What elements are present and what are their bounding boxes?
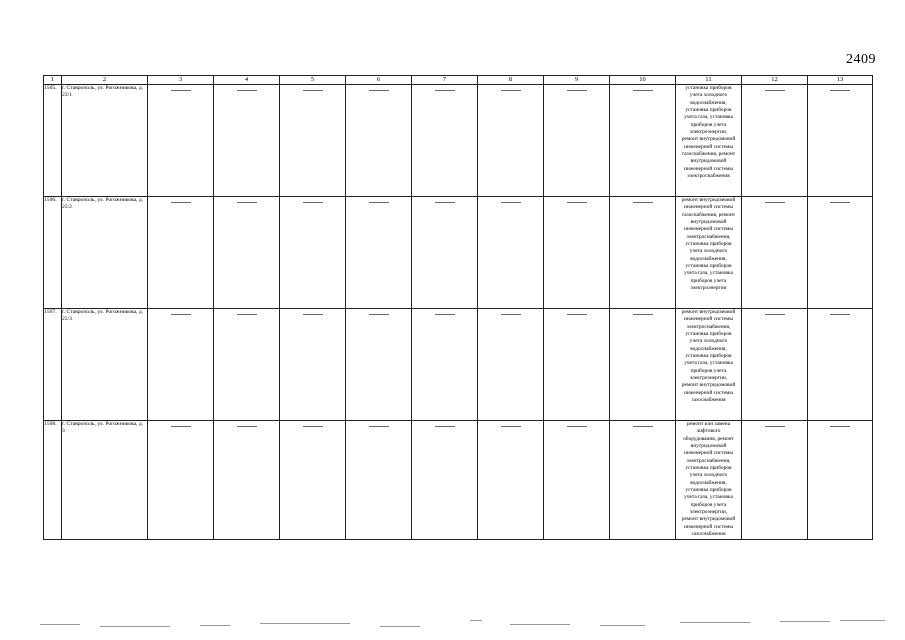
work-type-line: учета холодного <box>689 92 728 99</box>
empty-value-cell <box>478 309 544 421</box>
empty-value-cell <box>346 197 412 309</box>
work-type-line: установка приборов <box>685 353 732 360</box>
table-row <box>44 85 873 197</box>
work-types-cell <box>676 85 742 197</box>
column-header: 2 <box>62 76 148 85</box>
dash-mark <box>765 90 785 91</box>
empty-value-cell <box>478 197 544 309</box>
empty-value-cell <box>610 85 676 197</box>
work-type-line: учета газа, установка <box>684 494 733 501</box>
work-type-line: газоснабжения <box>691 531 726 538</box>
dash-mark <box>765 202 785 203</box>
work-type-line: учета холодного <box>689 248 728 255</box>
dash-mark <box>237 202 257 203</box>
work-type-line: инженерной системы <box>683 450 734 457</box>
empty-value-cell <box>742 309 808 421</box>
dash-mark <box>830 426 850 427</box>
row-address: г. Ставрополь, ул. Рогожникова, д. 25/3 <box>62 309 148 421</box>
dash-mark <box>171 90 191 91</box>
page-number: 2409 <box>846 52 876 67</box>
column-header: 5 <box>280 76 346 85</box>
empty-value-cell <box>412 85 478 197</box>
work-type-line: электроэнергии, <box>689 509 728 516</box>
empty-value-cell <box>412 197 478 309</box>
work-type-line: газоснабжения, ремонт <box>681 211 736 218</box>
dash-mark <box>303 426 323 427</box>
work-type-line: инженерной системы <box>683 204 734 211</box>
empty-value-cell <box>544 85 610 197</box>
dash-mark <box>830 202 850 203</box>
work-type-line: установка приборов <box>685 107 732 114</box>
empty-value-cell <box>346 309 412 421</box>
column-header: 13 <box>808 76 873 85</box>
empty-value-cell <box>610 197 676 309</box>
work-type-line: ремонт внутридомовой <box>681 382 736 389</box>
empty-value-cell <box>478 85 544 197</box>
dash-mark <box>567 90 587 91</box>
work-type-line: учета холодного <box>689 338 728 345</box>
dash-mark <box>501 314 521 315</box>
empty-value-cell <box>808 85 873 197</box>
empty-value-cell <box>280 421 346 540</box>
work-type-line: учета газа, установка <box>684 270 733 277</box>
dash-mark <box>501 426 521 427</box>
dash-mark <box>633 426 653 427</box>
dash-mark <box>567 426 587 427</box>
dash-mark <box>303 90 323 91</box>
dash-mark <box>171 426 191 427</box>
empty-value-cell <box>412 421 478 540</box>
work-type-line: внутридомовой <box>690 219 727 226</box>
work-type-line: ремонт внутридомовой <box>681 516 736 523</box>
empty-value-cell <box>742 85 808 197</box>
works-table <box>43 75 873 540</box>
empty-value-cell <box>742 421 808 540</box>
work-type-line: электроэнергии, <box>689 375 728 382</box>
empty-value-cell <box>610 421 676 540</box>
work-type-line: приборов учета <box>690 367 727 374</box>
work-type-line: установка приборов <box>685 487 732 494</box>
work-type-line: установка приборов <box>685 465 732 472</box>
dash-mark <box>633 90 653 91</box>
work-type-line: приборов учета <box>690 121 727 128</box>
empty-value-cell <box>808 421 873 540</box>
dash-mark <box>633 202 653 203</box>
work-type-line: инженерной системы <box>683 226 734 233</box>
work-type-line: инженерной системы <box>683 316 734 323</box>
empty-value-cell <box>478 421 544 540</box>
empty-value-cell <box>412 309 478 421</box>
dash-mark <box>237 90 257 91</box>
dash-mark <box>830 314 850 315</box>
work-type-line: лифтового <box>696 428 721 435</box>
work-type-line: водоснабжения, <box>690 255 727 262</box>
work-type-line: установка приборов <box>685 85 732 91</box>
dash-mark <box>303 202 323 203</box>
column-header: 12 <box>742 76 808 85</box>
dash-mark <box>765 426 785 427</box>
empty-value-cell <box>214 309 280 421</box>
empty-value-cell <box>280 85 346 197</box>
work-type-line: установка приборов <box>685 241 732 248</box>
row-address: г. Ставрополь, ул. Рогожникова, д. 23/1 <box>62 85 148 197</box>
work-type-line: оборудования, ремонт <box>683 435 734 442</box>
dash-mark <box>435 314 455 315</box>
work-type-line: инженерной системы <box>683 143 734 150</box>
dash-mark <box>303 314 323 315</box>
column-header: 11 <box>676 76 742 85</box>
dash-mark <box>171 314 191 315</box>
empty-value-cell <box>808 197 873 309</box>
work-type-line: электроэнергии <box>690 285 727 292</box>
dash-mark <box>567 202 587 203</box>
empty-value-cell <box>214 197 280 309</box>
dash-mark <box>369 426 389 427</box>
work-type-line: внутридомовой <box>690 158 727 165</box>
empty-value-cell <box>544 421 610 540</box>
work-type-line: внутридомовой <box>690 443 727 450</box>
work-type-line: приборов учета <box>690 277 727 284</box>
empty-value-cell <box>544 197 610 309</box>
work-type-line: электроснабжения, <box>686 233 731 240</box>
work-type-line: водоснабжения, <box>690 99 727 106</box>
work-type-line: электроснабжения, <box>686 323 731 330</box>
work-type-line: учета газа, установка <box>684 114 733 121</box>
row-number: 1508. <box>44 421 62 540</box>
empty-value-cell <box>346 421 412 540</box>
column-header: 1 <box>44 76 62 85</box>
row-address: г. Ставрополь, ул. Рогожникова, д. 3 <box>62 421 148 540</box>
row-number: 1505. <box>44 85 62 197</box>
table-row <box>44 197 873 309</box>
work-type-line: инженерной системы <box>683 165 734 172</box>
empty-value-cell <box>346 85 412 197</box>
work-types-cell <box>676 421 742 540</box>
dash-mark <box>369 202 389 203</box>
column-header: 4 <box>214 76 280 85</box>
work-types-cell <box>676 197 742 309</box>
table-row <box>44 309 873 421</box>
dash-mark <box>501 90 521 91</box>
dash-mark <box>369 314 389 315</box>
work-type-line: инженерной системы <box>683 389 734 396</box>
column-header: 6 <box>346 76 412 85</box>
work-type-line: электроэнергии, <box>689 129 728 136</box>
empty-value-cell <box>280 309 346 421</box>
column-header: 10 <box>610 76 676 85</box>
work-type-line: установка приборов <box>685 263 732 270</box>
work-type-line: ремонт внутридомовой <box>681 136 736 143</box>
empty-value-cell <box>610 309 676 421</box>
dash-mark <box>237 314 257 315</box>
empty-value-cell <box>544 309 610 421</box>
dash-mark <box>435 90 455 91</box>
empty-value-cell <box>148 85 214 197</box>
work-type-line: водоснабжения, <box>690 345 727 352</box>
scan-noise <box>40 616 890 630</box>
dash-mark <box>237 426 257 427</box>
empty-value-cell <box>214 85 280 197</box>
empty-value-cell <box>148 309 214 421</box>
empty-value-cell <box>742 197 808 309</box>
work-type-line: водоснабжения, <box>690 479 727 486</box>
empty-value-cell <box>280 197 346 309</box>
dash-mark <box>435 202 455 203</box>
work-type-line: учета газа, установка <box>684 360 733 367</box>
row-number: 1507. <box>44 309 62 421</box>
column-header: 9 <box>544 76 610 85</box>
column-header: 8 <box>478 76 544 85</box>
work-type-line: инженерной системы <box>683 523 734 530</box>
work-type-line: приборов учета <box>690 501 727 508</box>
empty-value-cell <box>148 421 214 540</box>
column-header-row <box>44 76 873 85</box>
row-number: 1506. <box>44 197 62 309</box>
work-type-line: ремонт или замена <box>686 421 731 427</box>
work-type-line: учета холодного <box>689 472 728 479</box>
empty-value-cell <box>808 309 873 421</box>
dash-mark <box>567 314 587 315</box>
work-type-line: ремонт внутридомовой <box>681 197 736 203</box>
work-type-line: электроснабжения <box>687 173 730 180</box>
dash-mark <box>633 314 653 315</box>
work-type-line: электроснабжения, <box>686 457 731 464</box>
column-header: 7 <box>412 76 478 85</box>
table-row <box>44 421 873 540</box>
dash-mark <box>830 90 850 91</box>
dash-mark <box>501 202 521 203</box>
row-address: г. Ставрополь, ул. Рогожникова, д. 25/2 <box>62 197 148 309</box>
dash-mark <box>435 426 455 427</box>
work-type-line: газоснабжения <box>691 397 726 404</box>
empty-value-cell <box>148 197 214 309</box>
column-header: 3 <box>148 76 214 85</box>
dash-mark <box>765 314 785 315</box>
work-type-line: установка приборов <box>685 331 732 338</box>
work-type-line: ремонт внутридомовой <box>681 309 736 315</box>
dash-mark <box>369 90 389 91</box>
work-type-line: газоснабжения, ремонт <box>681 151 736 158</box>
empty-value-cell <box>214 421 280 540</box>
work-types-cell <box>676 309 742 421</box>
dash-mark <box>171 202 191 203</box>
